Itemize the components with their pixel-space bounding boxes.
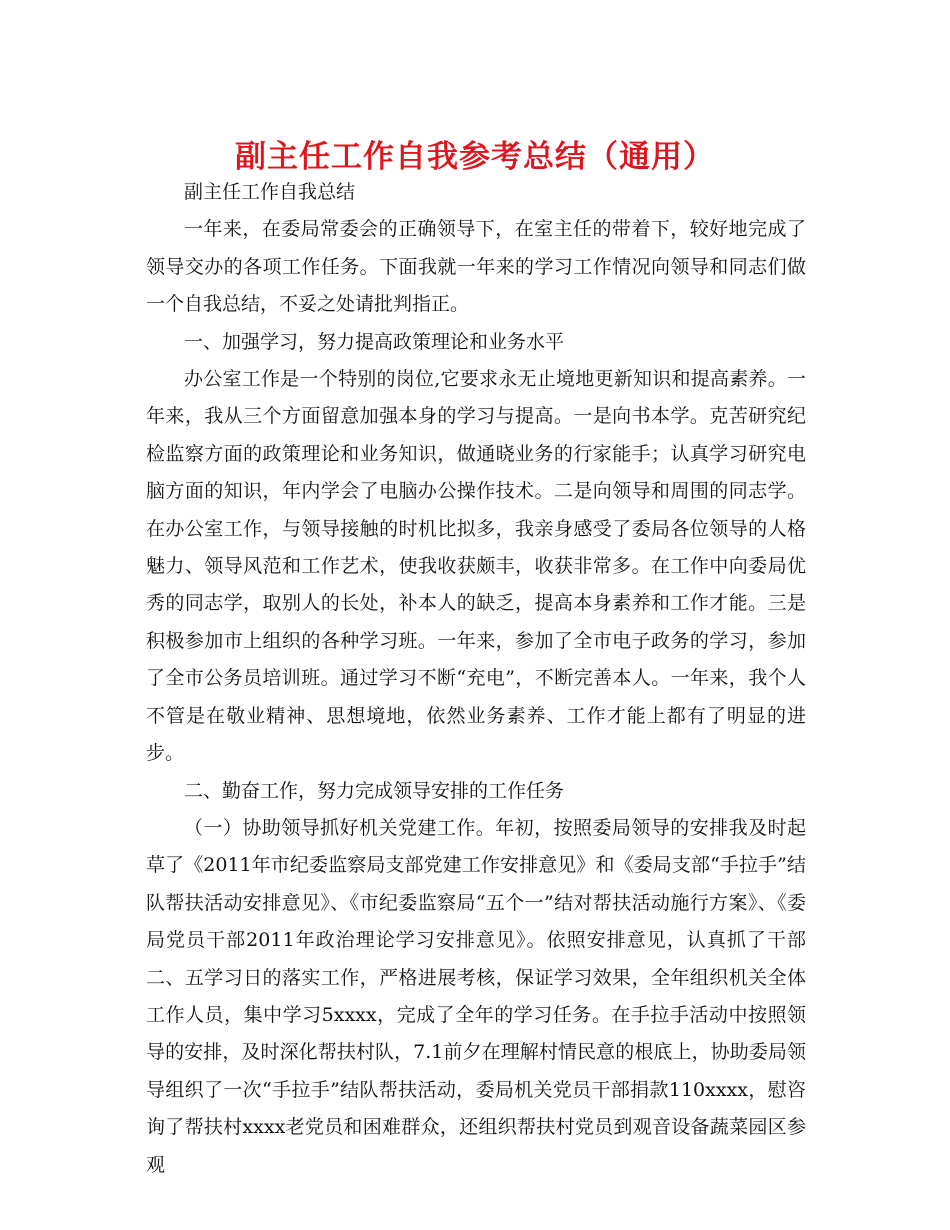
intro-paragraph: 一年来，在委局常委会的正确领导下，在室主任的带着下，较好地完成了领导交办的各项工作任务。下面我就一年来的学习工作情况向领导和同志们做一个自我总结，不妥之处请批判指正。 bbox=[146, 218, 806, 316]
section-heading-1: 一、加强学习，努力提高政策理论和业务水平 bbox=[184, 330, 565, 353]
section-heading-2: 二、勤奋工作，努力完成领导安排的工作任务 bbox=[184, 779, 565, 802]
study-paragraph: 办公室工作是一个特别的岗位,它要求永无止境地更新知识和提高素养。一年来，我从三个方面留意加强本身的学习与提高。一是向书本学。克苦研究纪检监察方面的政策理论和业务知识，做通晓业务的行家能手；认真学习研究电脑方面的知识，年内学会了电脑办公操作技术。二是向领导和周围的同志学。在办公室工作，与领导接触的时机比拟多，我亲身感受了委局各位领导的人格魅力、领导风范和工作艺术，使我收获颇丰，收获非常多。在工作中向委局优秀的同志学，取别人的长处，补本人的缺乏，提高本身素养和工作才能。三是积极参加市上组织的各种学习班。一年来，参加了全市电子政务的学习，参加了全市公务员培训班。通过学习不断“充电”，不断完善本人。一年来，我个人不管是在敬业精神、思想境地，依然业务素养、工作才能上都有了明显的进步。 bbox=[146, 368, 806, 765]
party-work-paragraph: （一）协助领导抓好机关党建工作。年初，按照委局领导的安排我及时起草了《2011年市纪委监察局支部党建工作安排意见》和《委局支部“手拉手”结队帮扶活动安排意见》、《市纪委监察局“五个一”结对帮扶活动施行方案》、《委局党员干部2011年政治理论学习安排意见》。依照安排意见，认真抓了干部二、五学习日的落实工作，严格进展考核，保证学习效果，全年组织机关全体工作人员，集中学习5xxxx，完成了全年的学习任务。在手拉手活动中按照领导的安排，及时深化帮扶村队，7.1前夕在理解村情民意的根底上，协助委局领导组织了一次“手拉手”结队帮扶活动，委局机关党员干部捐款110xxxx，慰咨询了帮扶村xxxx老党员和困难群众，还组织帮扶村党员到观音设备蔬菜园区参观 bbox=[146, 816, 806, 1176]
subtitle-paragraph: 副主任工作自我总结 bbox=[184, 181, 356, 203]
document-title: 副主任工作自我参考总结（通用） bbox=[235, 139, 715, 175]
document-body bbox=[146, 174, 806, 1184]
